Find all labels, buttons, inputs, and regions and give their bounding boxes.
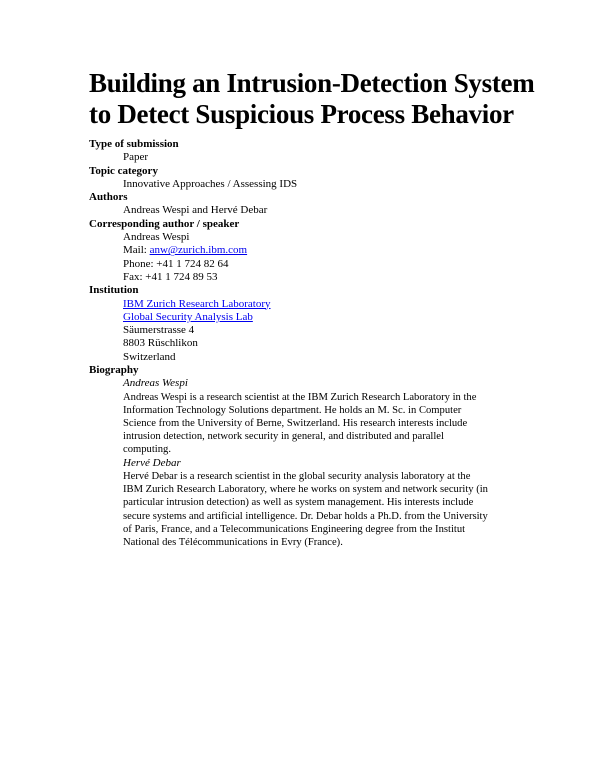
institution-link-row-1 — [123, 298, 509, 311]
institution-link-row-2 — [123, 311, 509, 324]
corresponding-author-fax: Fax: +41 1 724 89 53 — [123, 270, 218, 283]
bio-text-debar: Hervé Debar is a research scientist in the global security analysis laboratory at the IBM Zurich Research Laboratory, where he works on system and network security (in particular intrusion detection) as well as system management. His interests include secure systems and artificial intelligence. Dr. Debar holds a Ph.D. from the University of Paris, France, and a Telecommunications Engineering degree from the Institut National des Télécommunications in Evry (France). — [123, 470, 488, 548]
institution-label: Institution — [89, 284, 139, 297]
paper-title — [89, 68, 569, 130]
global-security-lab-link[interactable]: Global Security Analysis Lab — [123, 310, 253, 323]
biography-label: Biography — [89, 364, 139, 377]
corresponding-author-phone: Phone: +41 1 724 82 64 — [123, 257, 229, 270]
authors-value: Andreas Wespi and Hervé Debar — [123, 204, 268, 217]
institution-country: Switzerland — [123, 350, 176, 363]
topic-category-value: Innovative Approaches / Assessing IDS — [123, 177, 298, 190]
authors-label: Authors — [89, 191, 128, 204]
bio-name-debar: Hervé Debar — [123, 456, 181, 469]
topic-category-label: Topic category — [89, 164, 158, 177]
email-link[interactable]: anw@zurich.ibm.com — [149, 244, 248, 257]
bio-name-wespi: Andreas Wespi — [123, 377, 188, 390]
institution-street: Säumerstrasse 4 — [123, 324, 195, 337]
corresponding-author-name: Andreas Wespi — [123, 231, 190, 244]
ibm-zurich-lab-link[interactable]: IBM Zurich Research Laboratory — [123, 297, 271, 310]
title-line-1: Building an Intrusion-Detection System — [89, 68, 535, 98]
bio-text-wespi: Andreas Wespi is a research scientist at the IBM Zurich Research Laboratory in the Information Technology Solutions department. He holds an M. Sc. in Computer Science from the University of Berne, Switzerland. His research interests include intrusion detection, network security in general, and distributed and parallel computing. — [123, 391, 477, 456]
corresponding-author-mail — [123, 244, 509, 257]
submission-type-label: Type of submission — [89, 138, 179, 150]
title-line-2: to Detect Suspicious Process Behavior — [89, 99, 514, 129]
corresponding-author-label: Corresponding author / speaker — [89, 217, 240, 230]
submission-details — [89, 138, 509, 549]
mail-prefix: Mail: — [123, 244, 150, 257]
institution-city: 8803 Rüschlikon — [123, 337, 198, 350]
submission-type-value: Paper — [123, 151, 149, 164]
